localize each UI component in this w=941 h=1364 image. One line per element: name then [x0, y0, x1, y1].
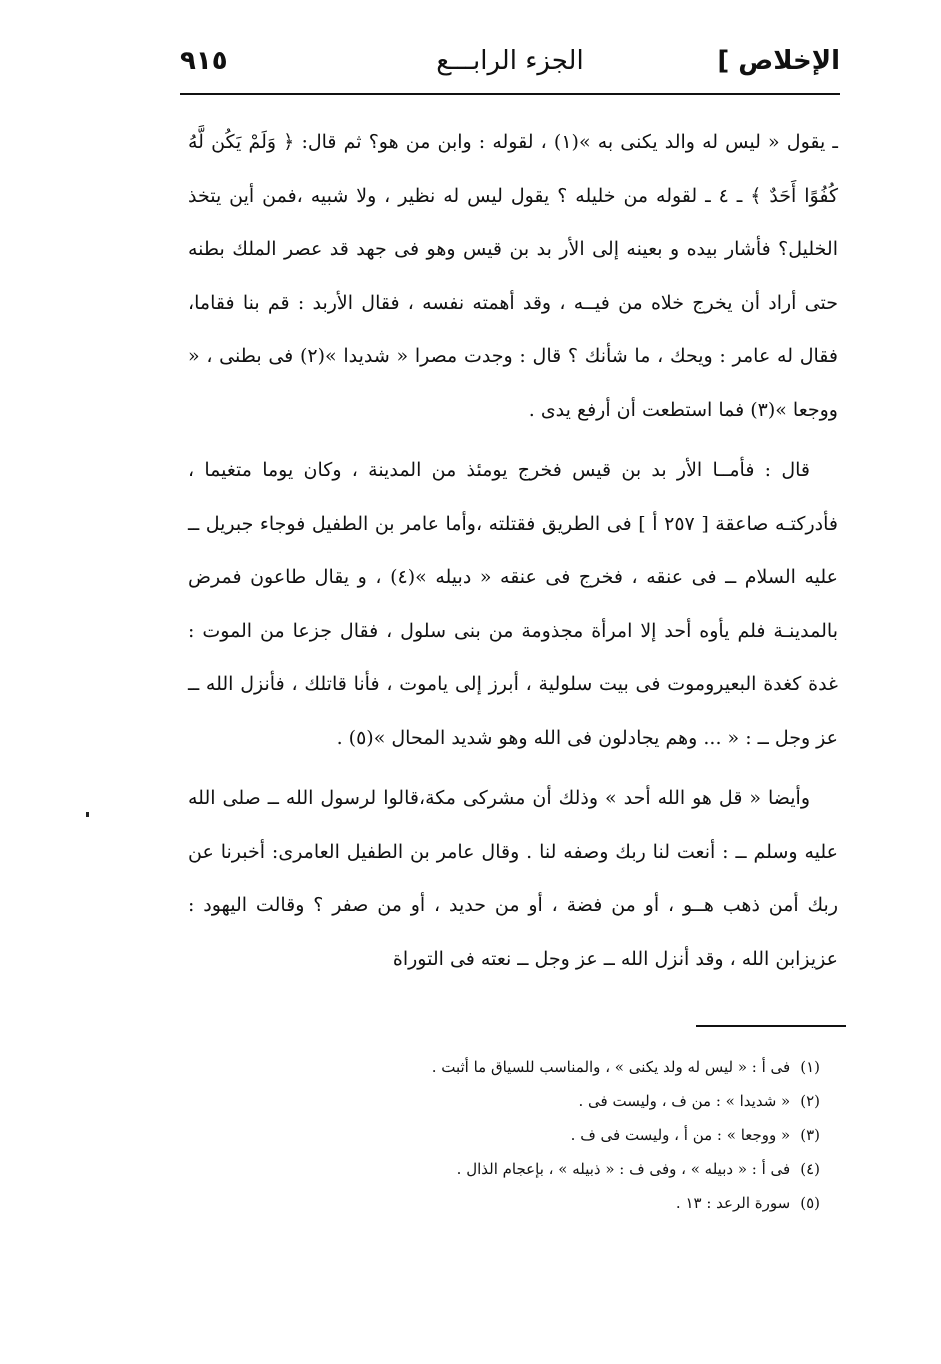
footnote-number: (٤) [800, 1160, 820, 1178]
footnote-5 [360, 1186, 820, 1220]
paragraph-3-text: وأيضا « قل هو الله أحد » وذلك أن مشركى مكة،قالوا لرسول الله ــ صلى الله عليه وسلم ــ : أنعت لنا ربك وصفه لنا . وقال عامر بن الطفيل العامرى: أخبرنا عن ربك أمن ذهب هــو ، أو من فضة ، أو من حديد ، أو من صفر ؟ وقالت اليهود : عزيزابن الله ، وقد أنزل الله ــ عز وجل ــ نعته فى التوراة [188, 787, 838, 970]
scan-speck [86, 812, 89, 817]
part-title: الجزء الرابـــع [436, 46, 584, 76]
paragraph-spacer [188, 765, 838, 772]
main-text [188, 116, 838, 986]
footnote-text: فى أ : « دبيله » ، وفى ف : « ذبيله » ، بإعجام الذال . [456, 1160, 791, 1178]
footnote-number: (٣) [800, 1126, 820, 1144]
footnote-text: فى أ : « ليس له ولد يكنى » ، والمناسب للسياق ما أثبت . [431, 1058, 791, 1076]
page-number: ٩١٥ [180, 46, 228, 76]
footnote-number: (٥) [800, 1194, 820, 1212]
footnote-3 [360, 1118, 820, 1152]
footnote-number: (١) [800, 1058, 820, 1076]
surah-title: الإخلاص ] [717, 46, 840, 76]
footnote-2 [360, 1084, 820, 1118]
paragraph-3 [188, 772, 838, 986]
footnote-number: (٢) [800, 1092, 820, 1110]
footnote-divider [696, 1025, 846, 1027]
footnote-4 [360, 1152, 820, 1186]
paragraph-2-text: قال : فأمــا الأر بد بن قيس فخرج يومئذ من المدينة ، وكان يوما متغيما ، فأدركتـه صاعقة [ ٢٥٧ أ ] فى الطريق فقتلته ،وأما عامر بن الطفيل فوجاء جبريل ــ عليه السلام ــ فى عنقه ، فخرج فى عنقه « دبيله »(٤) ، و يقال طاعون فمرض بالمدينـة فلم يأوه أحد إلا امرأة مجذومة من بنى سلول ، فقال جزعا من الموت : غدة كغدة البعيروموت فى بيت سلولية ، أبرز إلى ياموت ، فأنا قاتلك ، فأنزل الله ــ عز وجل ــ : « ... وهم يجادلون فى الله وهو شديد المحال »(٥) . [188, 459, 839, 749]
paragraph-1: ـ يقول « ليس له والد يكنى به »(١) ، لقوله : وابن من هو؟ ثم قال: ﴿ وَلَمْ يَكُن لَّهُ كُفُوًا أَحَدٌ ﴾ ـ ٤ ـ لقوله من خليله ؟ يقول ليس له نظير ، ولا شبيه ،فمن أين يتخذ الخليل؟ فأشار بيده و بعينه إلى الأر بد بن قيس وهو فى جهد قد عصر الملك بطنه حتى أراد أن يخرج خلاه من فيــه ، وقد أهمته نفسه ، فقال الأربد : قم بنا فقاما، فقال له عامر : ويحك ، ما شأنك ؟ قال : وجدت مصرا « شديدا »(٢) فى بطنى ، « ووجعا »(٣) فما استطعت أن أرفع يدى . [188, 131, 838, 421]
page-header [180, 40, 840, 92]
header-divider [180, 93, 840, 95]
footnote-text: « شديدا » : من ف ، وليست فى . [578, 1092, 791, 1110]
footnote-text: « ووجعا » : من أ ، وليست فى ف . [570, 1126, 791, 1144]
footnote-1 [360, 1050, 820, 1084]
paragraph-spacer [188, 437, 838, 444]
footnotes [360, 1050, 820, 1220]
footnote-text: سورة الرعد : ١٣ . [675, 1194, 791, 1212]
paragraph-2 [188, 444, 838, 765]
